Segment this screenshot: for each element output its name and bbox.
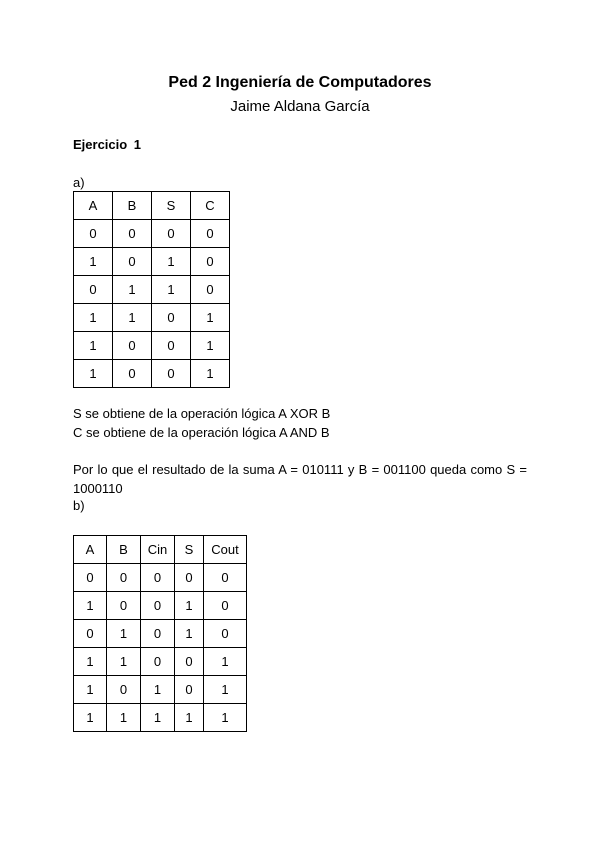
column-header: Cin [141,536,175,564]
table-cell: 0 [141,648,175,676]
table-cell: 0 [107,676,141,704]
table-cell: 1 [107,704,141,732]
table-cell: 0 [113,360,152,388]
section-heading: Ejercicio 1 [73,137,142,152]
table-cell: 0 [191,276,230,304]
table-cell: 1 [74,360,113,388]
table-cell: 1 [74,648,107,676]
table-cell: 1 [74,248,113,276]
table-cell: 1 [191,332,230,360]
table-cell: 1 [175,620,204,648]
table-cell: 1 [107,620,141,648]
table-cell: 0 [141,620,175,648]
table-cell: 0 [113,220,152,248]
table-cell: 1 [175,704,204,732]
table-cell: 0 [204,592,247,620]
column-header: B [113,192,152,220]
table-cell: 1 [113,276,152,304]
table-cell: 1 [74,304,113,332]
table-cell: 0 [74,276,113,304]
truth-table-b [73,535,247,732]
table-cell: 0 [152,304,191,332]
table-cell: 0 [141,564,175,592]
table-row [74,648,247,676]
table-cell: 0 [107,564,141,592]
truth-table-a [73,191,230,388]
author-name: Jaime Aldana García [230,98,370,115]
table-cell: 0 [152,360,191,388]
table-cell: 1 [141,676,175,704]
table-row [74,360,230,388]
table-cell: 0 [152,332,191,360]
table-cell: 1 [107,648,141,676]
table-cell: 1 [204,676,247,704]
part-b-label: b) [73,498,85,513]
table-cell: 0 [141,592,175,620]
table-cell: 1 [74,332,113,360]
table-cell: 0 [191,220,230,248]
table-cell: 0 [74,220,113,248]
table-cell: 1 [204,648,247,676]
sum-result-paragraph: Por lo que el resultado de la suma A = 010111 y B = 001100 queda como S = 1000110 [73,462,527,496]
table-cell: 0 [175,676,204,704]
column-header: B [107,536,141,564]
table-cell: 1 [113,304,152,332]
table-cell: 0 [204,620,247,648]
table-row [74,332,230,360]
table-header-row [74,536,247,564]
table-row [74,220,230,248]
table-cell: 0 [191,248,230,276]
table-row [74,704,247,732]
table-cell: 0 [113,248,152,276]
table-cell: 0 [175,648,204,676]
table-cell: 0 [204,564,247,592]
table-row [74,276,230,304]
table-cell: 0 [74,620,107,648]
table-cell: 1 [204,704,247,732]
table-cell: 1 [191,304,230,332]
table-cell: 0 [152,220,191,248]
column-header: S [175,536,204,564]
table-row [74,304,230,332]
column-header: Cout [204,536,247,564]
table-cell: 0 [74,564,107,592]
table-cell: 1 [175,592,204,620]
table-cell: 1 [74,592,107,620]
document-title: Ped 2 Ingeniería de Computadores [168,74,432,91]
table-cell: 0 [175,564,204,592]
table-cell: 1 [191,360,230,388]
column-header: S [152,192,191,220]
table-cell: 1 [152,248,191,276]
and-explanation: C se obtiene de la operación lógica A AND B [73,425,330,440]
table-cell: 1 [74,676,107,704]
table-row [74,676,247,704]
column-header: A [74,536,107,564]
table-header-row [74,192,230,220]
table-cell: 1 [74,704,107,732]
column-header: A [74,192,113,220]
table-row [74,564,247,592]
table-row [74,620,247,648]
table-cell: 1 [141,704,175,732]
table-cell: 1 [152,276,191,304]
part-a-label: a) [73,175,85,190]
table-cell: 0 [113,332,152,360]
table-cell: 0 [107,592,141,620]
xor-explanation: S se obtiene de la operación lógica A XOR B [73,406,331,421]
table-row [74,592,247,620]
table-row [74,248,230,276]
column-header: C [191,192,230,220]
